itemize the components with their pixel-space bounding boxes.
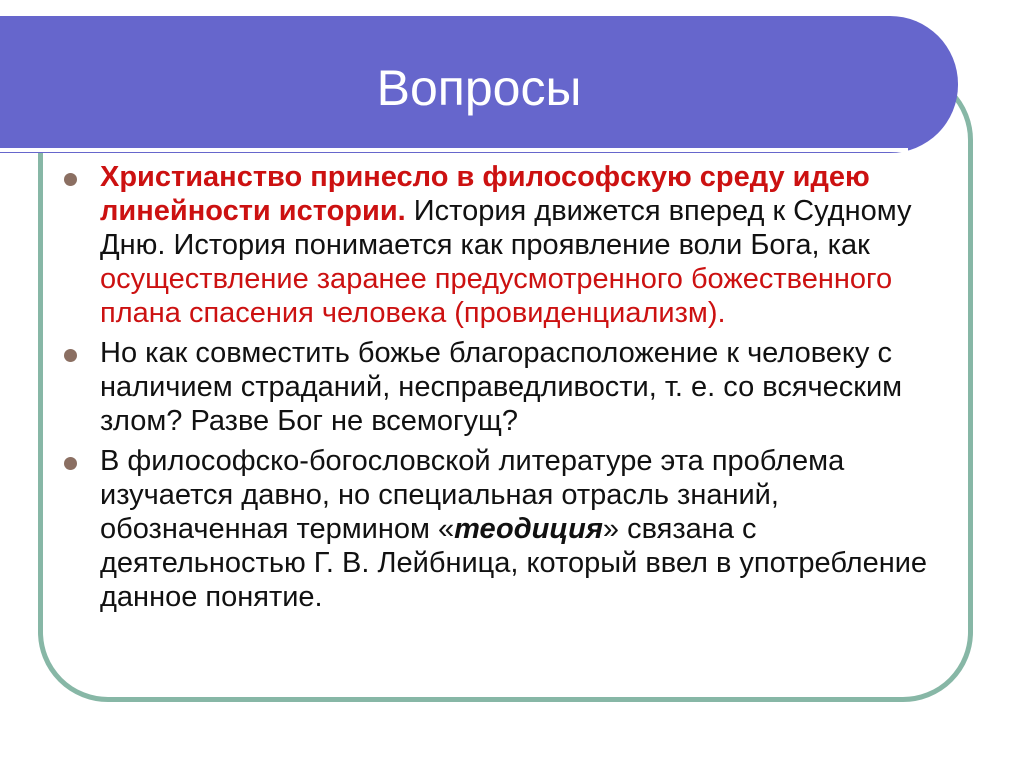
title-bar <box>0 16 958 153</box>
bullet-dot-icon <box>64 173 77 186</box>
bullet-1-highlight: Христианство принесло в философскую среду идею линейности истории. <box>100 161 870 227</box>
slide-title: Вопросы <box>376 60 582 116</box>
bullet-1-text: История движется вперед к Судному Дню. История понимается как проявление воли Бога, как <box>100 195 912 261</box>
bullet-item-1 <box>62 160 942 330</box>
bullet-item-3 <box>62 444 942 614</box>
bullet-dot-icon <box>64 457 77 470</box>
bullet-item-2 <box>62 336 942 438</box>
bullet-dot-icon <box>64 349 77 362</box>
bullet-3-text-before: В философско-богословской литературе эта проблема изучается давно, но специальная отрасль знаний, обозначенная термином « <box>100 445 845 545</box>
bullet-1-red-text: осуществление заранее предусмотренного божественного плана спасения человека (провиденциализм). <box>100 263 893 329</box>
bullet-3-term: теодиция <box>454 513 603 545</box>
bullet-3-text-after: » связана с деятельностью Г. В. Лейбница, который ввел в употребление данное понятие. <box>100 513 928 613</box>
bullet-list <box>62 160 942 620</box>
title-underline <box>0 148 908 152</box>
bullet-2-text: Но как совместить божье благорасположение к человеку с наличием страданий, несправедливости, т. е. со всяческим злом? Разве Бог не всемогущ? <box>100 337 903 437</box>
